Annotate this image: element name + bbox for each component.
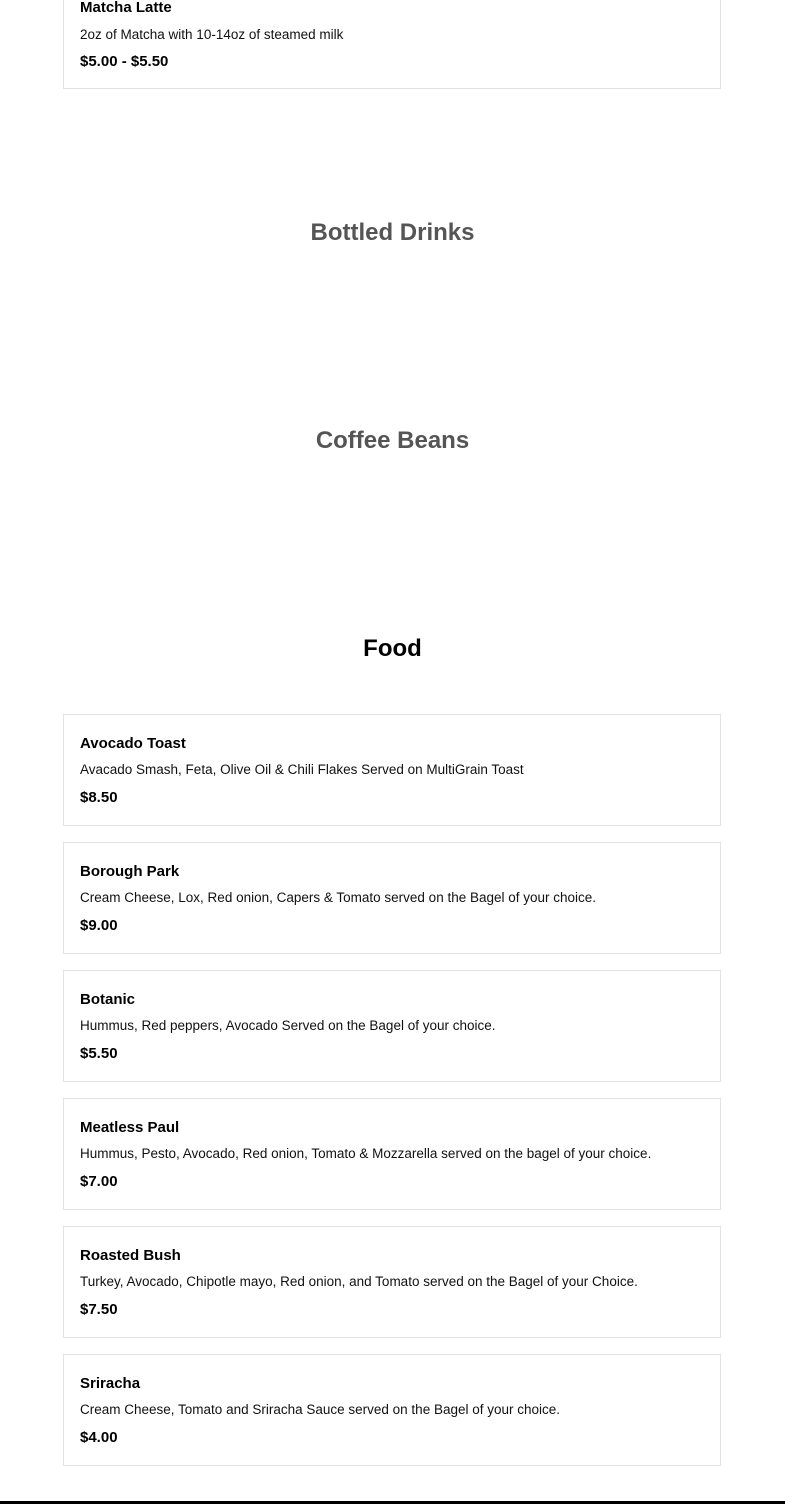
item-name: Roasted Bush: [80, 1247, 181, 1264]
item-price: $8.50: [80, 789, 118, 806]
item-price: $5.00 - $5.50: [80, 53, 169, 70]
item-description: Cream Cheese, Tomato and Sriracha Sauce served on the Bagel of your choice.: [80, 1402, 561, 1417]
item-name: Botanic: [80, 991, 136, 1008]
item-name: Sriracha: [80, 1375, 141, 1392]
item-description: Cream Cheese, Lox, Red onion, Capers & Tomato served on the Bagel of your choice.: [80, 890, 597, 905]
item-name: Avocado Toast: [80, 735, 186, 752]
section-heading-coffee-beans: Coffee Beans: [315, 427, 470, 454]
item-price: $9.00: [80, 917, 118, 934]
section-heading-food: Food: [363, 635, 422, 662]
menu-item-card[interactable]: [63, 1226, 721, 1338]
item-price: $7.00: [80, 1173, 118, 1190]
item-description: Hummus, Pesto, Avocado, Red onion, Tomato & Mozzarella served on the bagel of your choice.: [80, 1146, 652, 1161]
item-price: $7.50: [80, 1301, 118, 1318]
menu-item-card[interactable]: [63, 0, 721, 89]
item-description: Avacado Smash, Feta, Olive Oil & Chili Flakes Served on MultiGrain Toast: [80, 762, 524, 777]
menu-item-card[interactable]: [63, 714, 721, 826]
item-price: $5.50: [80, 1045, 118, 1062]
menu-item-card[interactable]: [63, 842, 721, 954]
menu-item-card[interactable]: [63, 1098, 721, 1210]
item-name: Borough Park: [80, 863, 180, 880]
item-price: $4.00: [80, 1429, 118, 1446]
item-name: Meatless Paul: [80, 1119, 180, 1136]
item-description: Turkey, Avocado, Chipotle mayo, Red onion, and Tomato served on the Bagel of your Choice.: [80, 1274, 638, 1289]
section-heading-bottled-drinks: Bottled Drinks: [310, 219, 475, 246]
item-name: Matcha Latte: [80, 0, 172, 16]
menu-item-card[interactable]: [63, 970, 721, 1082]
item-description: Hummus, Red peppers, Avocado Served on the Bagel of your choice.: [80, 1018, 496, 1033]
menu-item-card[interactable]: [63, 1354, 721, 1466]
item-description: 2oz of Matcha with 10-14oz of steamed milk: [80, 27, 344, 42]
